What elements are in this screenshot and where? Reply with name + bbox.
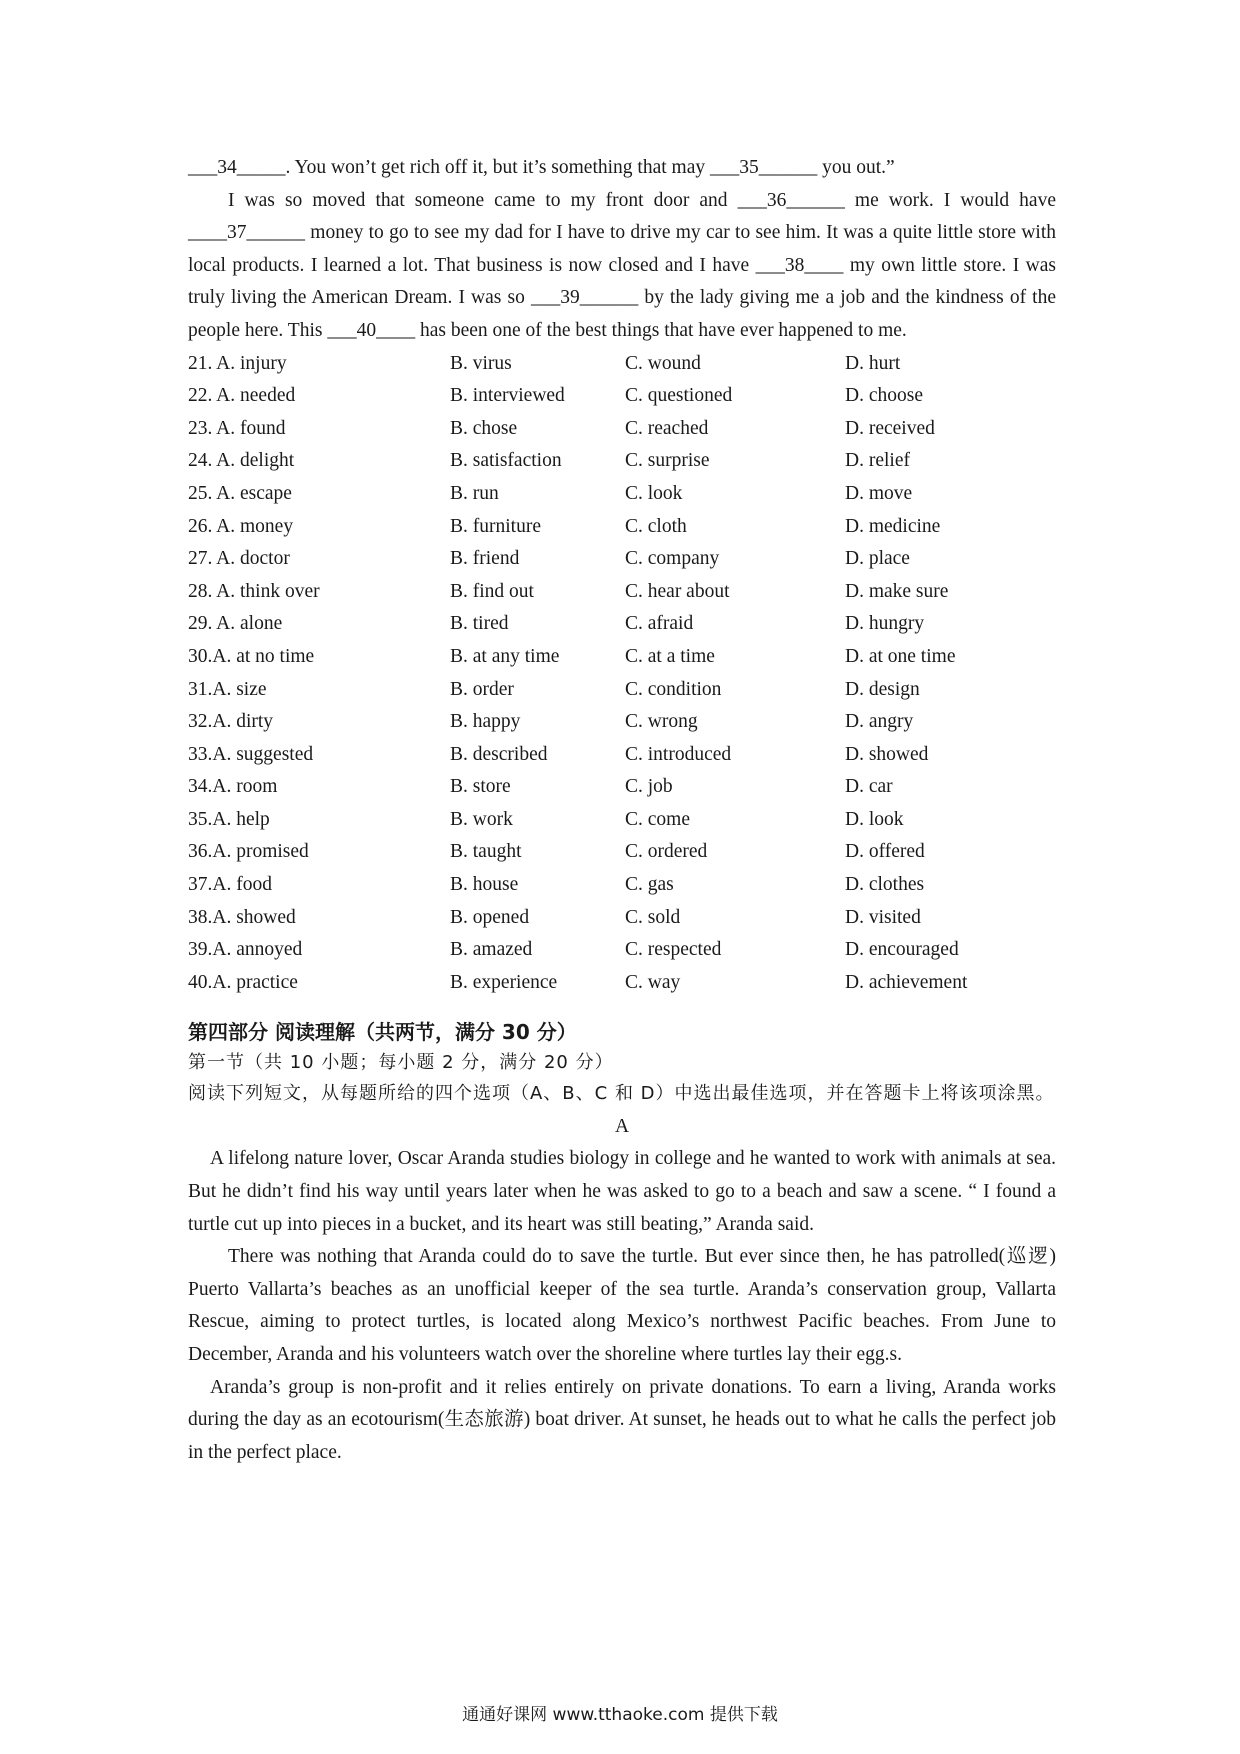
option-c: C. hear about [625,580,730,602]
passage-paragraph-continued: ___34_____. You won’t get rich off it, but it’s something that may ___35______ you out.” [188,157,895,178]
option-a: 31.A. size [188,678,267,700]
passage-a-paragraph-1: A lifelong nature lover, Oscar Aranda studies biology in college and he wanted to work with animals at sea. But he didn’t find his way until years later when he was asked to go to a beach and saw a scene. “ I found a turtle cut up into pieces in a bucket, and its heart was still beating,” Aranda said. [188,1148,1056,1235]
option-c: C. cloth [625,515,687,537]
option-d: D. showed [845,743,929,765]
option-a: 21. A. injury [188,352,287,374]
option-b: B. satisfaction [450,450,562,472]
option-d: D. received [845,417,935,439]
option-row [188,348,1056,381]
option-row [188,608,1056,641]
option-row [188,967,1056,1000]
option-row [188,543,1056,576]
option-b: B. run [450,482,499,504]
option-b: B. taught [450,841,522,863]
option-b: B. friend [450,548,520,570]
option-a: 32.A. dirty [188,711,274,733]
option-row [188,413,1056,446]
option-c: C. way [625,971,681,993]
option-b: B. chose [450,417,518,439]
option-c: C. gas [625,874,674,896]
option-a: 30.A. at no time [188,645,315,667]
option-c: C. condition [625,678,722,700]
option-d: D. place [845,548,910,570]
option-a: 40.A. practice [188,971,298,993]
option-d: D. achievement [845,971,968,993]
option-b: B. happy [450,711,521,733]
option-a: 33.A. suggested [188,743,314,765]
option-a: 29. A. alone [188,613,283,635]
option-d: D. clothes [845,874,925,896]
option-row [188,478,1056,511]
option-c: C. surprise [625,450,710,472]
option-b: B. interviewed [450,385,565,407]
page-footer: 通通好课网 www.tthaoke.com 提供下载 [462,1705,778,1725]
exam-page [188,152,1056,1469]
option-c: C. wrong [625,711,698,733]
cloze-options [188,348,1056,1000]
option-c: C. respected [625,939,722,961]
option-row [188,511,1056,544]
option-b: B. work [450,808,513,830]
option-c: C. wound [625,352,701,374]
option-d: D. car [845,776,893,798]
option-b: B. opened [450,906,530,928]
option-d: D. angry [845,711,914,733]
option-b: B. described [450,743,548,765]
section-subtitle: 第一节（共 10 小题；每小题 2 分，满分 20 分） [188,1052,614,1074]
option-row [188,902,1056,935]
option-d: D. hungry [845,613,925,635]
option-row [188,674,1056,707]
section-instruction: 阅读下列短文，从每题所给的四个选项（A、B、C 和 D）中选出最佳选项，并在答题卡上将该项涂黑。 [188,1083,1055,1105]
option-c: C. at a time [625,645,715,667]
option-c: C. questioned [625,385,733,407]
option-c: C. ordered [625,841,708,863]
option-d: D. hurt [845,352,901,374]
option-d: D. offered [845,841,925,863]
option-row [188,576,1056,609]
option-d: D. relief [845,450,910,472]
option-d: D. look [845,808,904,830]
option-b: B. furniture [450,515,541,537]
option-d: D. move [845,482,913,504]
option-row [188,836,1056,869]
option-b: B. store [450,776,511,798]
section-title: 第四部分 阅读理解（共两节，满分 30 分） [188,1020,577,1045]
option-b: B. order [450,678,514,700]
option-a: 39.A. annoyed [188,939,303,961]
option-a: 35.A. help [188,808,270,830]
option-c: C. come [625,808,690,830]
option-row [188,641,1056,674]
option-a: 28. A. think over [188,580,320,602]
option-d: D. encouraged [845,939,959,961]
passage-a-paragraph-2: There was nothing that Aranda could do to save the turtle. But ever since then, he has patrolled(巡逻) Puerto Vallarta’s beaches as an unofficial keeper of the sea turtle. Aranda’s conservation group, Vallarta Rescue, aiming to protect turtles, is located along Mexico’s northwest Pacific beaches. From June to December, Aranda and his volunteers watch over the shoreline where turtles lay their egg.s. [188,1246,1056,1365]
option-c: C. introduced [625,743,732,765]
option-a: 23. A. found [188,417,286,439]
option-c: C. sold [625,906,681,928]
option-row [188,934,1056,967]
option-c: C. company [625,548,720,570]
option-row [188,380,1056,413]
option-c: C. reached [625,417,709,439]
option-d: D. design [845,678,920,700]
option-d: D. medicine [845,515,941,537]
option-a: 37.A. food [188,874,272,896]
option-a: 24. A. delight [188,450,295,472]
option-b: B. find out [450,580,534,602]
option-row [188,706,1056,739]
option-a: 25. A. escape [188,482,292,504]
passage-label: A [614,1116,630,1138]
option-b: B. experience [450,971,558,993]
option-row [188,445,1056,478]
option-d: D. visited [845,906,921,928]
option-b: B. virus [450,352,512,374]
option-a: 36.A. promised [188,841,309,863]
option-a: 27. A. doctor [188,548,290,570]
option-b: B. tired [450,613,509,635]
option-a: 38.A. showed [188,906,296,928]
option-c: C. job [625,776,673,798]
option-a: 26. A. money [188,515,294,537]
option-d: D. choose [845,385,923,407]
option-row [188,804,1056,837]
option-row [188,739,1056,772]
option-b: B. amazed [450,939,533,961]
passage-a-paragraph-3: Aranda’s group is non-profit and it relies entirely on private donations. To earn a living, Aranda works during the day as an ecotourism(生态旅游) boat driver. At sunset, he heads out to what he calls the perfect job in the perfect place. [188,1376,1056,1463]
option-d: D. at one time [845,645,956,667]
option-c: C. look [625,482,683,504]
option-b: B. house [450,874,519,896]
option-d: D. make sure [845,580,949,602]
option-a: 34.A. room [188,776,278,798]
passage-paragraph: I was so moved that someone came to my front door and ___36______ me work. I would have ____37______ money to go to see my dad for I have to drive my car to see him. It was a quite little store with local products. I learned a lot. That business is now closed and I have ___38____ my own little store. I was truly living the American Dream. I was so ___39______ by the lady giving me a job and the kindness of the people here. This ___40____ has been one of the best things that have ever happened to me. [188,189,1056,341]
option-b: B. at any time [450,645,560,667]
option-row [188,869,1056,902]
option-c: C. afraid [625,613,694,635]
option-a: 22. A. needed [188,385,296,407]
option-row [188,771,1056,804]
